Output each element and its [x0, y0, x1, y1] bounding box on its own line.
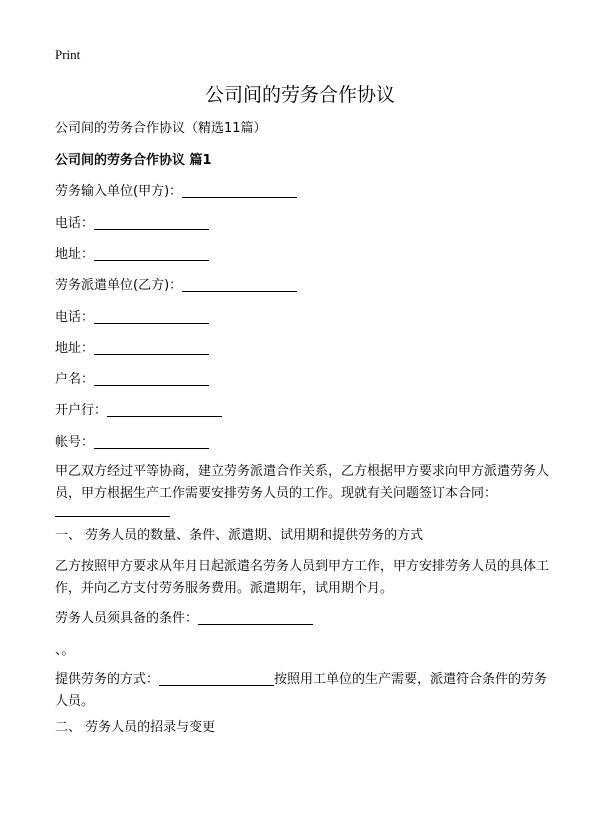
bank-blank	[107, 402, 222, 417]
intro-paragraph	[55, 461, 550, 505]
address-a-row	[55, 245, 209, 265]
account-name-label: 户名：	[55, 372, 95, 387]
punct-line: 、。	[55, 643, 75, 658]
bank-row	[55, 401, 222, 421]
party-b-row	[55, 276, 297, 296]
section2-heading: 二、 劳务人员的招录与变更	[55, 720, 216, 735]
section1-paragraph: 乙方按照甲方要求从年月日起派遣名劳务人员到甲方工作，甲方安排劳务人员的具体工作，并向乙方支付劳务服务费用。派遣期年，试用期个月。	[55, 559, 550, 596]
service-method-paragraph	[55, 669, 550, 713]
bank-label: 开户行：	[55, 403, 108, 418]
party-a-label: 劳务输入单位(甲方)：	[55, 184, 183, 199]
service-method-blank	[159, 671, 274, 686]
address-a-blank	[94, 246, 209, 261]
party-a-row	[55, 182, 297, 202]
account-no-row	[55, 433, 209, 453]
account-no-blank	[94, 434, 209, 449]
phone-a-label: 电话：	[55, 216, 95, 231]
party-a-blank	[182, 183, 297, 198]
account-name-row	[55, 370, 209, 390]
phone-a-blank	[94, 215, 209, 230]
address-b-blank	[94, 340, 209, 355]
account-name-blank	[94, 371, 209, 386]
intro-blank-row	[55, 501, 170, 521]
intro-blank	[55, 502, 170, 517]
address-b-label: 地址：	[55, 341, 95, 356]
party-b-blank	[182, 277, 297, 292]
section1-heading: 一、 劳务人员的数量、条件、派遣期、试用期和提供劳务的方式	[55, 528, 424, 543]
phone-b-blank	[94, 309, 209, 324]
section-heading: 公司间的劳务合作协议 篇1	[55, 153, 212, 168]
service-method-label: 提供劳务的方式：	[55, 672, 160, 687]
document-subtitle: 公司间的劳务合作协议（精选11篇）	[55, 121, 267, 136]
document-title: 公司间的劳务合作协议	[204, 84, 395, 106]
service-method-text: 按照用工单位的生产需要，派遣符合条件的劳务人员。	[55, 672, 548, 709]
address-b-row	[55, 339, 209, 359]
party-b-label: 劳务派遣单位(乙方)：	[55, 278, 183, 293]
address-a-label: 地址：	[55, 247, 95, 262]
conditions-blank	[198, 610, 313, 625]
account-no-label: 帐号：	[55, 435, 95, 450]
conditions-label: 劳务人员须具备的条件：	[55, 611, 199, 626]
phone-a-row	[55, 214, 209, 234]
phone-b-label: 电话：	[55, 310, 95, 325]
conditions-row	[55, 609, 313, 629]
phone-b-row	[55, 308, 209, 328]
intro-text: 甲乙双方经过平等协商，建立劳务派遣合作关系，乙方根据甲方要求向甲方派遣劳务人员，甲方根据生产工作需要安排劳务人员的工作。现就有关问题签订本合同：	[55, 464, 550, 501]
print-link[interactable]: Print	[55, 47, 81, 62]
